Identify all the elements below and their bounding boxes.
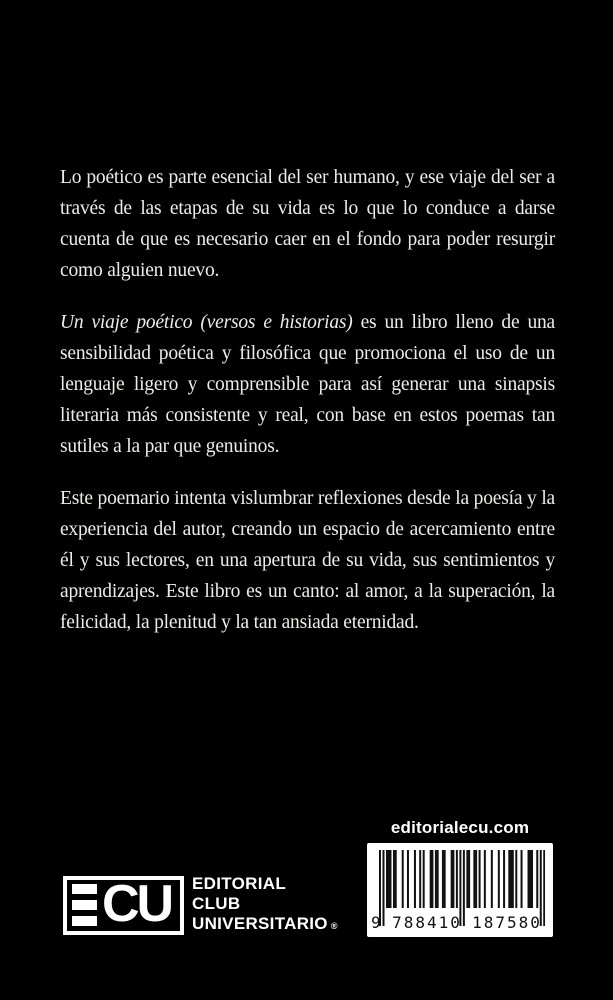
isbn-group-1: 788410 (392, 913, 462, 932)
barcode (367, 843, 553, 937)
blurb-paragraph-2 (60, 307, 555, 462)
ecu-logo-box (63, 876, 184, 935)
publisher-name (192, 874, 338, 936)
ecu-logo-letters: CU (102, 875, 172, 933)
isbn-group-2: 187580 (472, 913, 542, 932)
isbn-check-digit: 9 (371, 913, 381, 932)
blurb-paragraph-2-rest: es un libro lleno de una sensibilidad poética y filosófica que promociona el uso de un lenguaje ligero y comprensible para así generar una sinapsis literaria más consistente y real, con base en estos poemas tan sutiles a la par que genuinos. (60, 312, 555, 457)
isbn-number (367, 914, 553, 932)
publisher-name-line-3: UNIVERSITARIO ® (192, 914, 338, 933)
registered-mark-icon: ® (330, 921, 338, 931)
blurb-paragraph-3: Este poemario intenta vislumbrar reflexiones desde la poesía y la experiencia del autor, creando un espacio de acercamiento entre él y sus lectores, en una apertura de su vida, sus sentimientos y aprendizajes. Este libro es un canto: al amor, a la superación, la felicidad, la plenitud y la tan ansiada eternidad. (60, 488, 555, 633)
ecu-e-bars-icon (72, 884, 97, 926)
blurb-paragraph-1: Lo poético es parte esencial del ser humano, y ese viaje del ser a través de las etapas de su vida es lo que lo conduce a darse cuenta de que es necesario caer en el fondo para poder resurgir como alguien nuevo. (60, 167, 555, 281)
book-title-italic: Un viaje poético (versos e historias) (60, 312, 353, 333)
publisher-name-line-1: EDITORIAL (192, 874, 287, 893)
publisher-logo (63, 874, 338, 936)
blurb (60, 162, 555, 638)
publisher-website: editorialecu.com (390, 818, 530, 837)
publisher-name-line-2: CLUB (192, 894, 241, 913)
